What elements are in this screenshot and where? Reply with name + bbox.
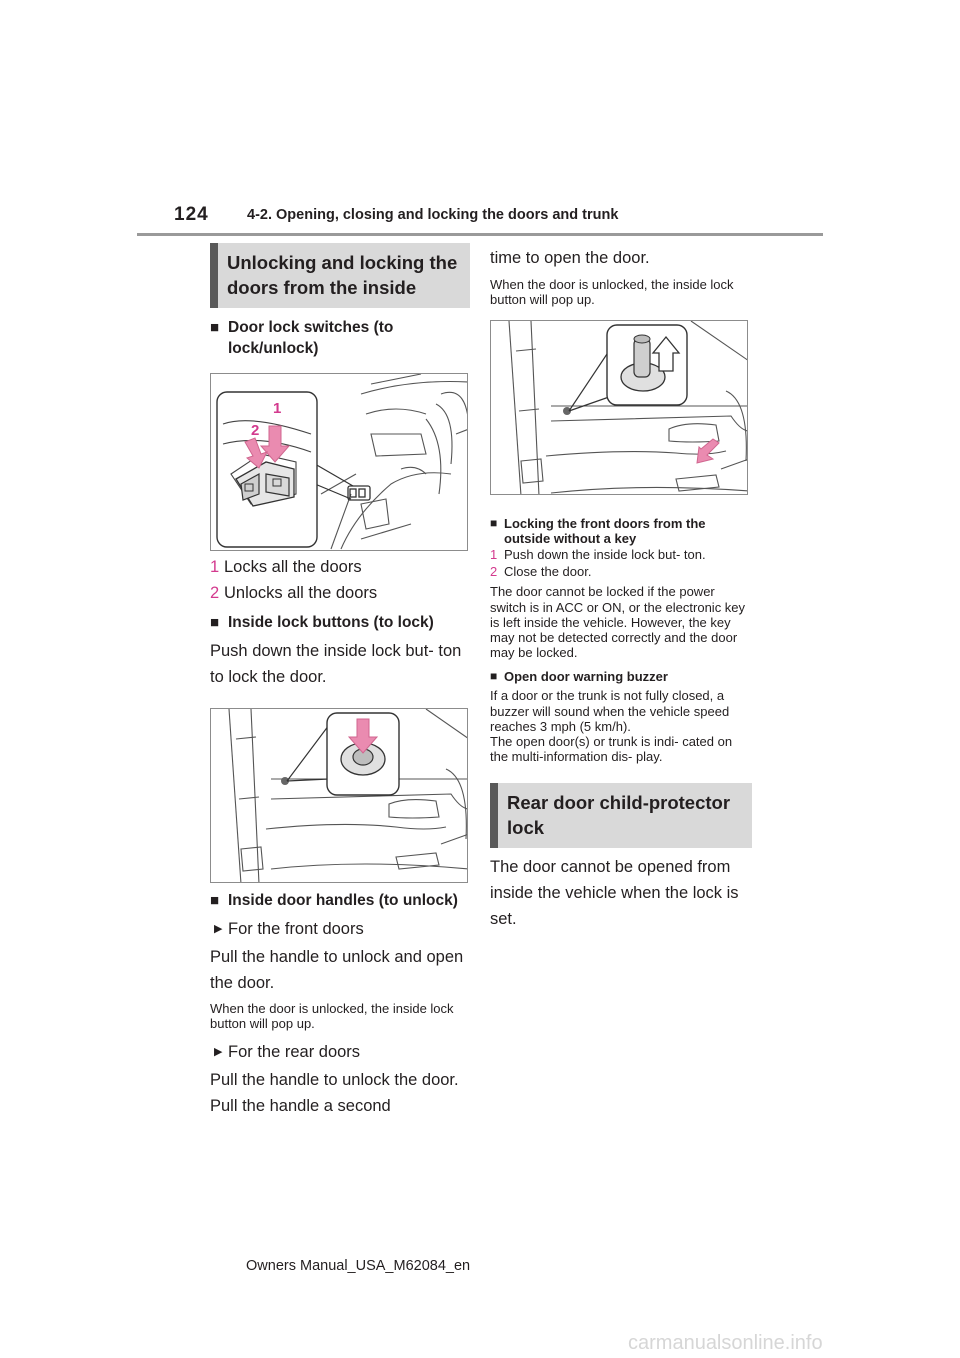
door-lock-switch-illustration [210,373,468,551]
subheading-text: Open door warning buzzer [504,669,668,685]
front-doors-label: For the front doors [228,920,364,938]
locking-steps [490,547,752,579]
left-column [210,243,470,1119]
square-bullet-icon: ■ [210,614,220,631]
watermark-logo [628,1330,948,1354]
step-text: Unlocks all the doors [224,584,378,602]
section-title: 4-2. Opening, closing and locking the doors and trunk [247,207,619,223]
subheading-text: Inside lock buttons (to lock) [228,614,434,631]
section-heading-inside-locking: Unlocking and locking the doors from the inside [210,243,470,308]
step-text: Push down the inside lock but- ton. [504,547,706,563]
door-lock-steps [210,554,470,606]
step-number: 2 [490,564,498,580]
subheading-open-door-buzzer [490,669,752,684]
section-heading-child-protector-lock: Rear door child-protector lock [490,783,752,848]
subheading-inside-door-handles [210,890,470,911]
step-lock-all [210,554,470,580]
inside-lock-button-push-illustration [210,708,468,883]
subheading-text: Inside door handles (to unlock) [228,892,458,909]
square-bullet-icon: ■ [490,669,498,684]
front-doors-text: Pull the handle to unlock and open the door. [210,948,464,992]
triangle-bullet-icon: ▶ [214,1046,223,1059]
subheading-text: Door lock switches (to lock/unlock) [228,319,394,357]
inside-lock-button-pop-up-illustration [490,320,748,495]
inside-lock-buttons-text: Push down the inside lock but- ton to lock the door. [210,642,462,686]
step-unlock-all [210,580,470,606]
subheading-locking-front-doors [490,516,752,546]
child-lock-text: The door cannot be opened from inside the vehicle when the lock is set. [490,858,739,929]
step-text: Close the door. [504,564,592,580]
page-number: 124 [174,204,209,225]
callout-1: 1 [273,400,282,417]
right-column [490,245,752,932]
front-doors-item [210,916,470,942]
square-bullet-icon: ■ [210,892,220,909]
subheading-inside-lock-buttons [210,612,470,633]
square-bullet-icon: ■ [210,319,220,336]
step-text: Locks all the doors [224,558,362,576]
watermark-text: carmanualsonline.info [628,1332,823,1354]
step-number: 2 [210,584,220,602]
front-doors-note: When the door is unlocked, the inside lock button will pop up. [210,1001,454,1032]
rear-doors-text: Pull the handle to unlock the door. Pull the handle a second [210,1071,459,1116]
subheading-door-lock-switches [210,317,470,359]
header-divider [137,233,823,236]
triangle-bullet-icon: ▶ [214,923,223,935]
subheading-text: Locking the front doors from the outside without a key [504,516,706,547]
buzzer-text-1: If a door or the trunk is not fully closed, a buzzer will sound when the vehicle speed reaches 3 mph (5 km/h). [490,688,730,734]
step-number: 1 [210,558,220,576]
square-bullet-icon: ■ [490,516,498,531]
callout-2: 2 [251,422,260,439]
step-close-door [490,564,752,579]
rear-doors-label: For the rear doors [228,1043,361,1062]
rear-doors-item [210,1039,470,1065]
rear-doors-note: When the door is unlocked, the inside lock button will pop up. [490,277,734,308]
footer-manual-id: Owners Manual_USA_M62084_en [246,1258,471,1274]
step-number: 1 [490,547,498,563]
step-push-lock-button [490,547,752,562]
buzzer-text-2: The open door(s) or trunk is indi- cated on the multi-information dis- play. [490,734,733,765]
locking-note: The door cannot be locked if the power switch is in ACC or ON, or the electronic key is left inside the vehicle. However, the key may not be detected correctly and the door may be locked. [490,584,746,661]
continued-text: time to open the door. [490,249,650,267]
